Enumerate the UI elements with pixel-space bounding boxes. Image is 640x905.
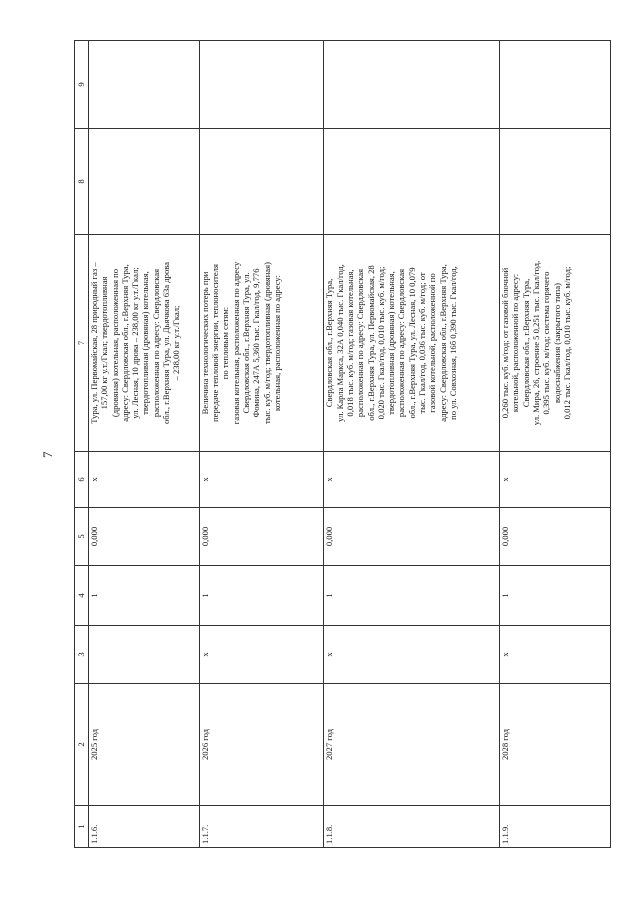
description-line: Величина технологических потерь при [199,271,210,415]
description-line: котельной, расположенной по адресу: [510,273,521,413]
description-line: тыс. Гкал/год, 0,036 тыс. куб. м/год; от [417,272,428,414]
row-number: 1.1.9. [500,806,611,848]
row-year: 2025 год [89,684,200,806]
description-line: водоснабжения (закрытого типа) [551,283,562,403]
table-row [324,41,500,848]
row-description [324,235,500,452]
cell-col-3 [89,626,200,684]
description-line: Свердловская обл., г.Верхняя Тура, [324,278,335,408]
row-number: 1.1.8. [324,806,500,848]
cell-col-5: 0,000 [500,508,611,566]
col-9-header: 9 [75,41,89,129]
cell-col-5: 0,000 [199,508,323,566]
description-line: котельная, расположенная по адресу: [271,274,282,412]
description-line: тыс. куб. м/год; твердотопливная (дровяная) [261,262,272,424]
col-5-header: 5 [75,508,89,566]
description-line: обл., г.Верхняя Тура, ул. Дьячкова 63а дрова [161,262,172,424]
cell-col-9 [324,41,500,129]
description-line: (дровяная) котельная, расположенная по [109,268,120,418]
description-line: ул. Лесная, 10 дрова – 238,00 кг у.т./Гкал; [130,267,141,419]
description-line: расположенная по адресу: Свердловская [396,268,407,418]
table-row [89,41,200,848]
program-table [74,40,611,848]
cell-col-6: x [324,452,500,508]
cell-col-5: 0,000 [324,508,500,566]
description-line: твердотопливная (дровяная) котельная, [386,271,397,415]
cell-col-9 [89,41,200,129]
description-line: газовой котельной, расположенной по [427,273,438,413]
description-line: по тепловым сетям: [220,306,231,380]
description-line: по ул. Совхозная, 16б 0,390 тыс. Гкал/год, [447,266,458,420]
col-3-header: 3 [75,626,89,684]
col-2-header: 2 [75,684,89,806]
description-line: Тура, ул. Первомайская, 28 природный газ – [89,262,99,424]
cell-col-4: 1 [199,566,323,626]
page-number: 7 [40,451,55,458]
description-line: расположенная по адресу: Свердловская [150,268,161,418]
cell-col-5: 0,000 [89,508,200,566]
description-line: 0,260 тыс. куб. м/год; от газовой блочной [500,267,511,419]
description-line: 0,020 тыс. Гкал/год, 0,010 тыс. куб. м/год; [375,266,386,420]
row-year: 2026 год [199,684,323,806]
description-line: адресу: Свердловская обл., г.Верхняя Тура, [437,264,448,422]
cell-col-8 [500,129,611,235]
cell-col-9 [500,41,611,129]
cell-col-4: 1 [324,566,500,626]
description-line: Фомина, 247А 5,360 тыс. Гкал/год, 9,776 [251,268,262,418]
row-year: 2027 год [324,684,500,806]
col-4-header: 4 [75,566,89,626]
cell-col-4: 1 [89,566,200,626]
cell-col-3: x [500,626,611,684]
cell-col-8 [199,129,323,235]
description-line: Свердловская обл., г.Верхняя Тура, [520,278,531,408]
description-line: 157,00 кг у.т./Гкал; твердотопливная [99,276,110,410]
description-line: – 238,00 кг у.т./Гкал; [171,305,182,381]
row-number: 1.1.7. [199,806,323,848]
description-line: расположенная по адресу: Свердловская [355,268,366,418]
cell-col-3: x [324,626,500,684]
description-line: обл., г.Верхняя Тура, ул. Лесная, 10 0,079 [406,267,417,419]
col-7-header: 7 [75,235,89,452]
description-line: 0,395 тыс. куб. м/год; система горячего [541,271,552,415]
description-line: 0,018 тыс. куб. м/год; газовая котельная, [344,269,355,417]
col-1-header: 1 [75,806,89,848]
description-line: газовая котельная, расположенная по адресу [230,261,241,425]
cell-col-6: x [199,452,323,508]
description-line: 0,012 тыс. Гкал/год, 0,010 тыс. куб. м/год; [561,266,572,420]
cell-col-6: x [89,452,200,508]
row-description [199,235,323,452]
description-line: передаче тепловой энергии, теплоносителя [210,264,221,422]
cell-col-3: x [199,626,323,684]
row-description [89,235,200,452]
cell-col-8 [89,129,200,235]
table-row [199,41,323,848]
description-line: Свердловская обл., г.Верхняя Тура, ул. [241,272,252,414]
description-line: адресу: Свердловская обл., г.Верхняя Тура, [119,264,130,422]
description-line: ул. Карла Маркса, 32А 0,040 тыс. Гкал/год, [334,264,345,422]
col-6-header: 6 [75,452,89,508]
description-line: обл., г.Верхняя Тура, ул. Первомайская, 28 [365,265,376,421]
row-number: 1.1.6. [89,806,200,848]
col-8-header: 8 [75,129,89,235]
header-row [75,41,89,848]
row-description [500,235,611,452]
description-line: ул. Мира, 26, строение 5 0,251 тыс. Гкал/год, [530,260,541,426]
table-row [500,41,611,848]
cell-col-9 [199,41,323,129]
cell-col-8 [324,129,500,235]
row-year: 2028 год [500,684,611,806]
cell-col-6: x [500,452,611,508]
cell-col-4: 1 [500,566,611,626]
description-line: твердотопливная (дровяная) котельная, [140,271,151,415]
